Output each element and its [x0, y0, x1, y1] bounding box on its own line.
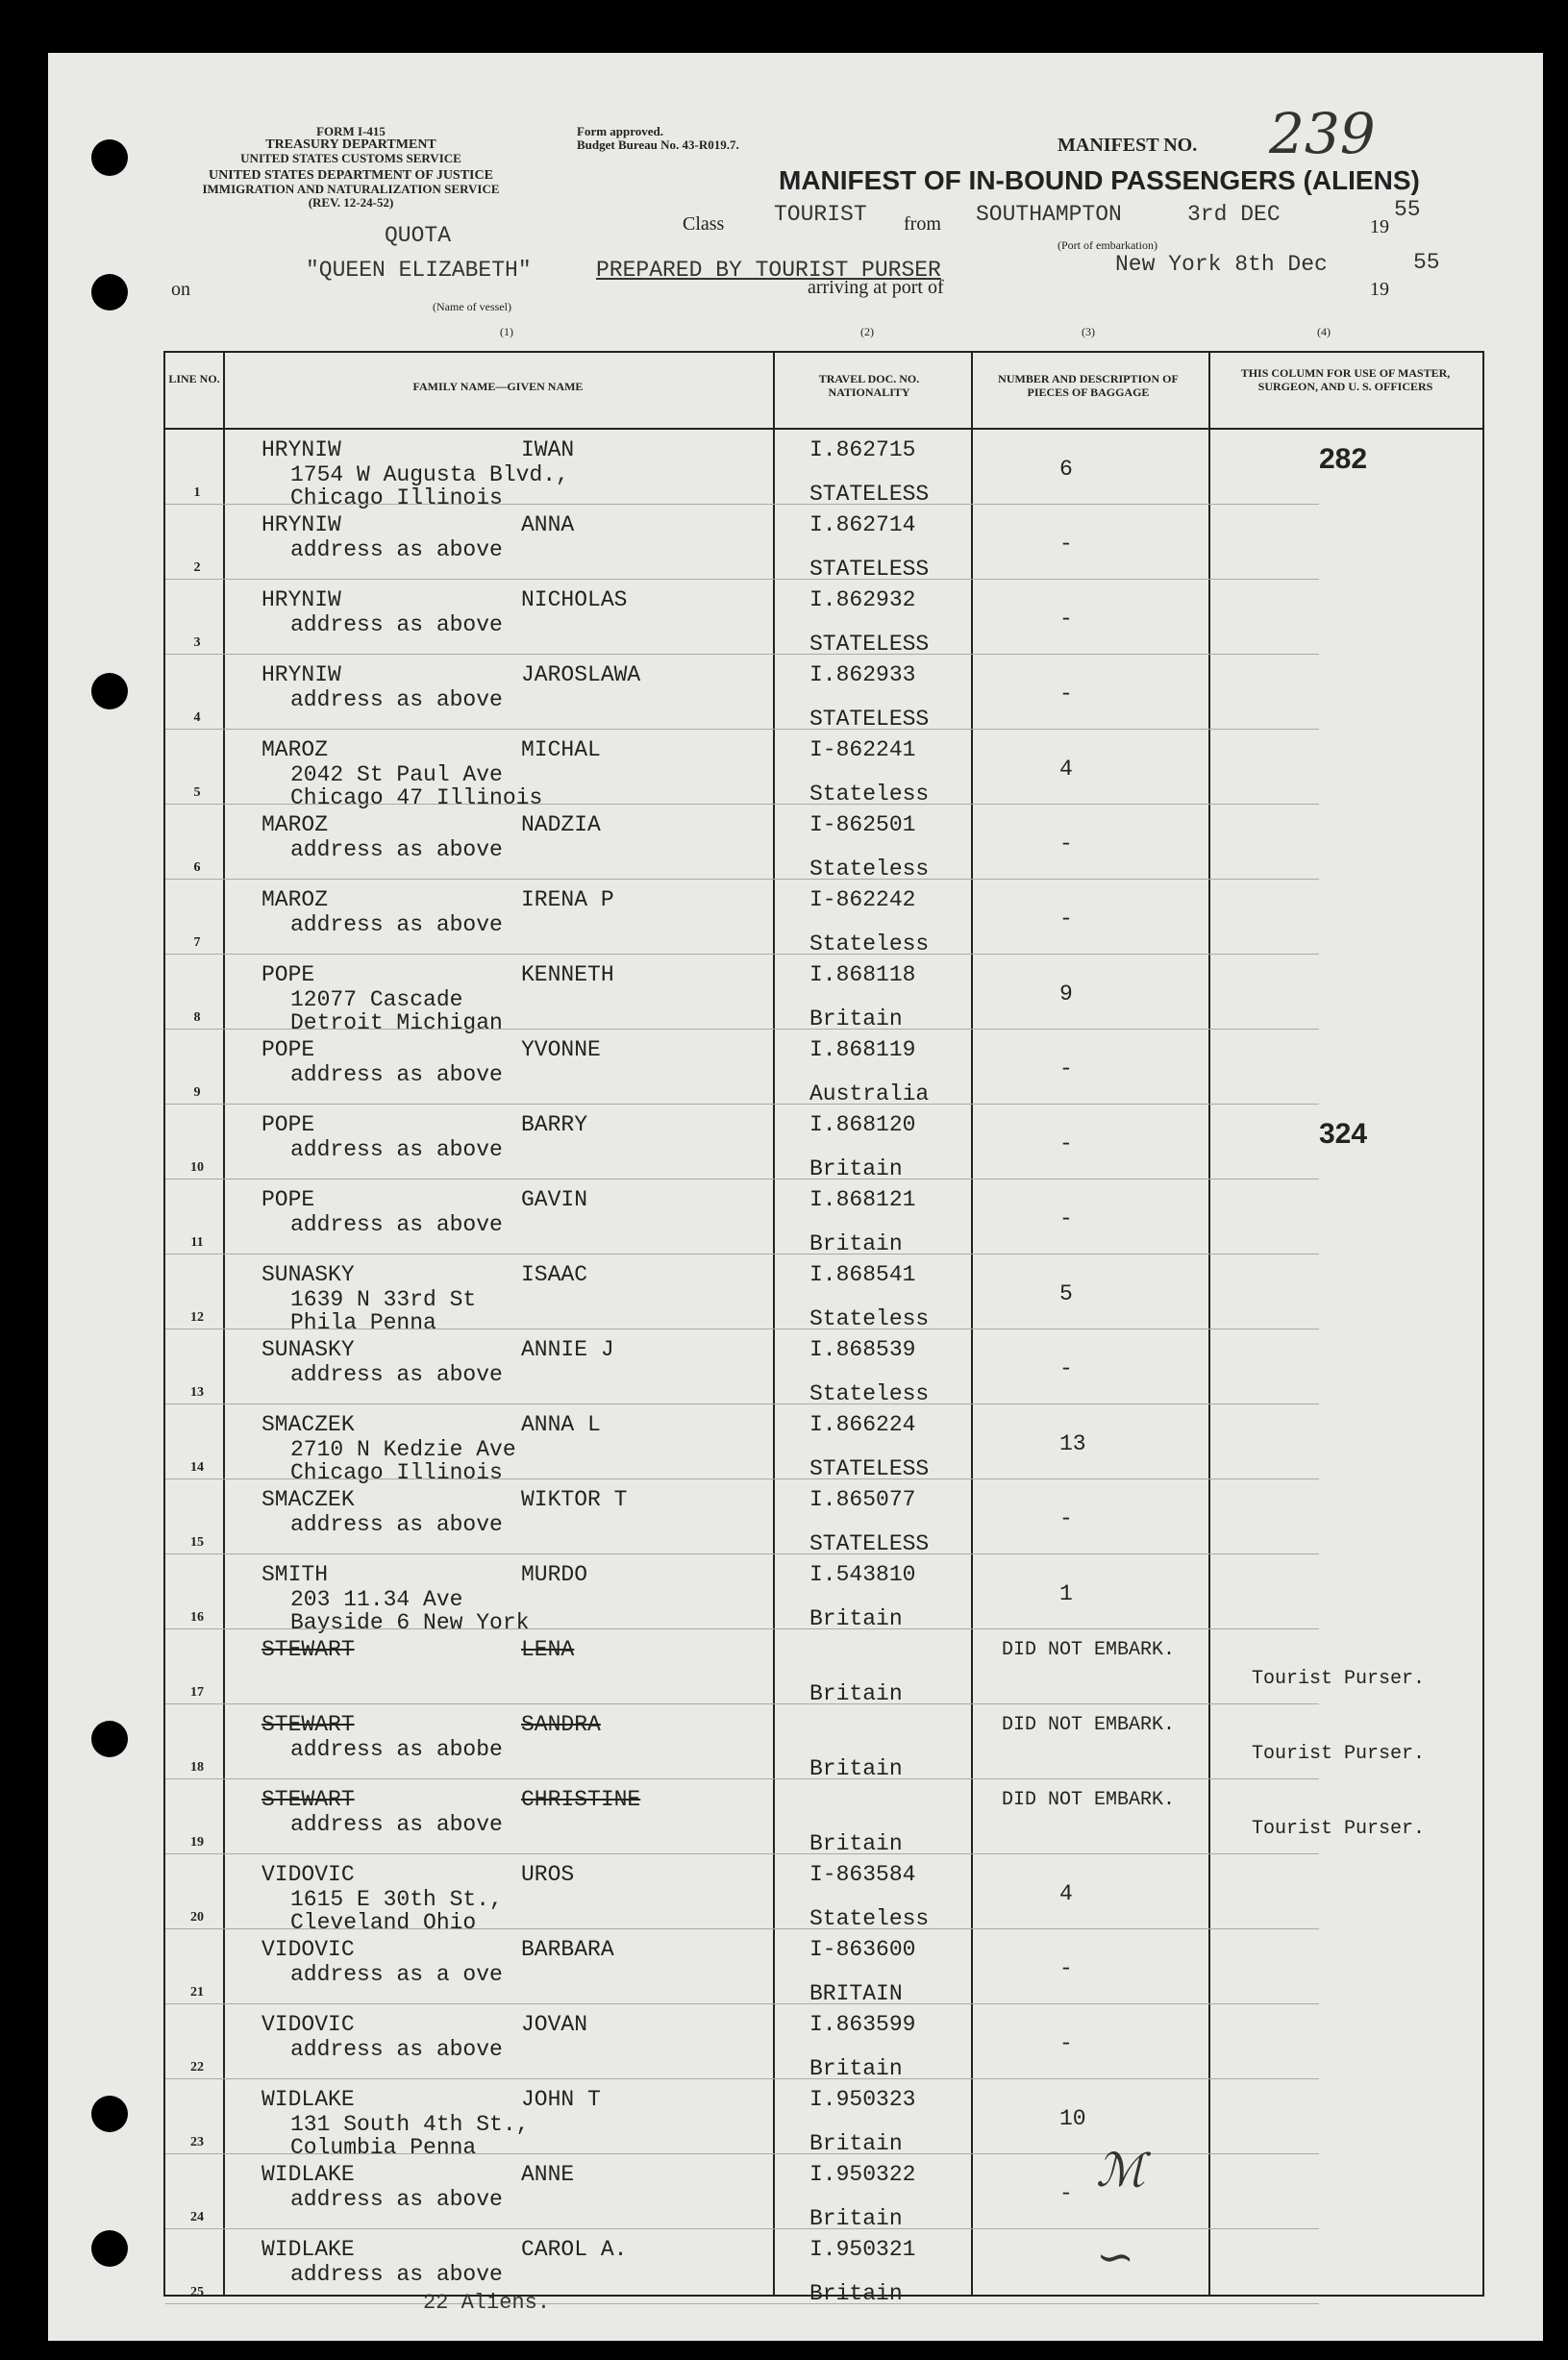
col-baggage: NUMBER AND DESCRIPTION OF PIECES OF BAGGAGE [998, 372, 1179, 399]
col-travel-doc: TRAVEL DOC. NO. NATIONALITY [818, 372, 920, 399]
line-number: 13 [190, 1385, 204, 1400]
travel-doc-number: I.868119 [809, 1037, 916, 1062]
nationality: STATELESS [809, 707, 930, 732]
nationality: Stateless [809, 1306, 930, 1331]
address-line-2: Chicago Illinois [290, 1460, 503, 1485]
given-name: ANNA L [521, 1412, 601, 1437]
table-row [165, 1479, 1482, 1554]
line-number: 22 [190, 2060, 204, 2074]
nationality: STATELESS [809, 482, 930, 507]
travel-doc-number: I.866224 [809, 1412, 916, 1437]
arrival-port-date: New York 8th Dec [1115, 252, 1328, 277]
justice-dept: UNITED STATES DEPARTMENT OF JUSTICE [209, 168, 493, 183]
address-line-2: Cleveland Ohio [290, 1910, 477, 1935]
travel-doc-number: I.868120 [809, 1112, 916, 1137]
family-name: STEWART [261, 1787, 355, 1812]
customs-service: UNITED STATES CUSTOMS SERVICE [240, 151, 461, 165]
family-name: HRYNIW [261, 587, 341, 612]
travel-doc-number: I-862241 [809, 737, 916, 762]
nationality: Britain [809, 1606, 903, 1631]
address-line: 1615 E 30th St., [290, 1887, 503, 1912]
baggage-count: 6 [1059, 457, 1073, 482]
travel-doc-number: I.862933 [809, 662, 916, 687]
address-line: address as above [290, 837, 503, 862]
given-name: UROS [521, 1862, 575, 1887]
given-name: JAROSLAWA [521, 662, 641, 687]
table-row [165, 2004, 1482, 2079]
family-name: WIDLAKE [261, 2162, 355, 2187]
address-line: address as above [290, 2187, 503, 2212]
line-number: 2 [193, 560, 201, 575]
table-row [165, 1554, 1482, 1635]
travel-doc-number: I.865077 [809, 1487, 916, 1512]
purser-note: Tourist Purser. [1252, 1668, 1426, 1690]
punch-hole [91, 2230, 128, 2267]
nationality: Stateless [809, 1906, 930, 1931]
travel-doc-number: I-863584 [809, 1862, 916, 1887]
from-label: from [904, 213, 941, 235]
line-number: 15 [190, 1535, 204, 1550]
line-number: 19 [190, 1835, 204, 1850]
line-number: 25 [190, 2285, 204, 2299]
given-name: LENA [521, 1637, 575, 1662]
nationality: Australia [809, 1081, 930, 1106]
line-number: 8 [193, 1010, 201, 1025]
col-officers: THIS COLUMN FOR USE OF MASTER, SURGEON, AND U. S. OFFICERS [1240, 366, 1451, 393]
travel-doc-number: I.862714 [809, 512, 916, 537]
travel-doc-number: I.863599 [809, 2012, 916, 2037]
form-approval [577, 125, 827, 152]
nationality: STATELESS [809, 1456, 930, 1481]
nationality: Stateless [809, 782, 930, 807]
nationality: Britain [809, 1756, 903, 1781]
family-name: POPE [261, 1187, 315, 1212]
baggage-count: 9 [1059, 981, 1073, 1006]
travel-doc-number: I.543810 [809, 1562, 916, 1587]
address-line-2: Chicago Illinois [290, 485, 503, 510]
line-number: 24 [190, 2210, 204, 2224]
address-line-2: Detroit Michigan [290, 1010, 503, 1035]
table-row [165, 1180, 1482, 1255]
address-line: address as above [290, 2262, 503, 2287]
family-name: MAROZ [261, 812, 329, 837]
embark-port: SOUTHAMPTON [976, 202, 1122, 227]
travel-doc-number: I-862242 [809, 887, 916, 912]
given-name: KENNETH [521, 962, 614, 987]
address-line-2: Columbia Penna [290, 2135, 477, 2160]
col-line-no: LINE NO. [168, 372, 220, 385]
officer-mark: 324 [1319, 1118, 1368, 1150]
baggage-count: - [1059, 907, 1073, 932]
nationality: Britain [809, 1231, 903, 1256]
travel-doc-number: I.868118 [809, 962, 916, 987]
address-line: 2042 St Paul Ave [290, 762, 503, 787]
line-number: 21 [190, 1985, 204, 2000]
form-header-left [163, 125, 538, 210]
status-note: DID NOT EMBARK. [1002, 1639, 1176, 1661]
address-line: 203 11.34 Ave [290, 1587, 463, 1612]
travel-doc-number: I.868539 [809, 1337, 916, 1362]
row-divider [165, 2303, 1319, 2304]
travel-doc-number: I.950323 [809, 2087, 916, 2112]
address-line: 1639 N 33rd St [290, 1287, 477, 1312]
line-number: 1 [193, 485, 201, 500]
purser-note: Tourist Purser. [1252, 1818, 1426, 1840]
year-prefix: 19 [1370, 216, 1389, 237]
status-note: DID NOT EMBARK. [1002, 1789, 1176, 1811]
baggage-count: - [1059, 1131, 1073, 1156]
arrival-year: 55 [1413, 250, 1440, 275]
travel-doc-number: I.868541 [809, 1262, 916, 1287]
address-line-2: Phila Penna [290, 1310, 436, 1335]
given-name: JOHN T [521, 2087, 601, 2112]
line-number: 4 [193, 710, 201, 725]
col-num-3: (3) [1082, 325, 1095, 338]
given-name: NICHOLAS [521, 587, 628, 612]
nationality: STATELESS [809, 1531, 930, 1556]
address-line: address as above [290, 612, 503, 637]
table-row [165, 2079, 1482, 2160]
given-name: CAROL A. [521, 2237, 628, 2262]
travel-doc-number: I.950322 [809, 2162, 916, 2187]
table-row [165, 1329, 1482, 1404]
baggage-count: - [1059, 1206, 1073, 1231]
table-row [165, 655, 1482, 730]
given-name: ISAAC [521, 1262, 588, 1287]
line-number: 16 [190, 1610, 204, 1625]
address-line: address as above [290, 912, 503, 937]
punch-hole [91, 139, 128, 176]
purser-note: Tourist Purser. [1252, 1743, 1426, 1765]
table-row [165, 2154, 1482, 2229]
family-name: SMACZEK [261, 1487, 355, 1512]
table-row [165, 1105, 1482, 1180]
given-name: ANNE [521, 2162, 575, 2187]
nationality: Britain [809, 2056, 903, 2081]
travel-doc-number: I.950321 [809, 2237, 916, 2262]
address-line: address as above [290, 537, 503, 562]
table-row [165, 1404, 1482, 1485]
family-name: HRYNIW [261, 437, 341, 462]
ins-service: IMMIGRATION AND NATURALIZATION SERVICE [202, 182, 500, 196]
manifest-title: MANIFEST OF IN-BOUND PASSENGERS (ALIENS) [779, 165, 1420, 195]
on-label: on [171, 279, 190, 300]
table-row [165, 2229, 1482, 2304]
nationality: Britain [809, 1156, 903, 1181]
line-number: 10 [190, 1160, 204, 1175]
family-name: SUNASKY [261, 1262, 355, 1287]
baggage-count: 4 [1059, 757, 1073, 782]
given-name: IWAN [521, 437, 575, 462]
family-name: VIDOVIC [261, 2012, 355, 2037]
table-row [165, 1929, 1482, 2004]
table-row [165, 430, 1482, 510]
travel-doc-number: I-863600 [809, 1937, 916, 1962]
col-name: FAMILY NAME—GIVEN NAME [412, 380, 584, 393]
status-note: DID NOT EMBARK. [1002, 1714, 1176, 1736]
travel-doc-number: I.862932 [809, 587, 916, 612]
given-name: BARRY [521, 1112, 588, 1137]
travel-doc-number: I.868121 [809, 1187, 916, 1212]
family-name: POPE [261, 1112, 315, 1137]
form-number: FORM I-415 [316, 124, 386, 138]
table-row [165, 1255, 1482, 1335]
family-name: SUNASKY [261, 1337, 355, 1362]
table-row [165, 1030, 1482, 1105]
punch-hole [91, 673, 128, 709]
baggage-count: 13 [1059, 1431, 1086, 1456]
table-row [165, 1779, 1482, 1854]
given-name: GAVIN [521, 1187, 588, 1212]
line-number: 5 [193, 785, 201, 800]
port-embark-caption: (Port of embarkation) [1058, 238, 1157, 252]
family-name: WIDLAKE [261, 2087, 355, 2112]
family-name: WIDLAKE [261, 2237, 355, 2262]
family-name: SMITH [261, 1562, 329, 1587]
baggage-count: - [1059, 532, 1073, 557]
quota-label: QUOTA [385, 223, 452, 248]
address-line: 2710 N Kedzie Ave [290, 1437, 516, 1462]
travel-doc-number: I-862501 [809, 812, 916, 837]
baggage-count: 1 [1059, 1581, 1073, 1606]
baggage-count: - [1059, 607, 1073, 632]
nationality: Britain [809, 1006, 903, 1031]
address-line: address as above [290, 1812, 503, 1837]
address-line: address as above [290, 1062, 503, 1087]
nationality: BRITAIN [809, 1981, 903, 2006]
col-num-1: (1) [500, 325, 513, 338]
prepared-by: PREPARED BY TOURIST PURSER [596, 258, 941, 283]
baggage-count: - [1059, 2031, 1073, 2056]
address-line: address as above [290, 1137, 503, 1162]
family-name: MAROZ [261, 887, 329, 912]
address-line: 12077 Cascade [290, 987, 463, 1012]
baggage-count: 5 [1059, 1281, 1073, 1306]
nationality: Britain [809, 2131, 903, 2156]
nationality: Britain [809, 2206, 903, 2231]
baggage-count: - [1059, 2181, 1073, 2206]
line-number: 3 [193, 635, 201, 650]
arrival-year-prefix: 19 [1370, 279, 1389, 300]
officer-mark: 282 [1319, 443, 1368, 475]
nationality: Stateless [809, 932, 930, 956]
nationality: Stateless [809, 857, 930, 882]
inspector-signature: ∽ [1096, 2230, 1135, 2284]
given-name: MURDO [521, 1562, 588, 1587]
baggage-count: 10 [1059, 2106, 1086, 2131]
line-number: 17 [190, 1685, 204, 1700]
embark-date: 3rd DEC [1187, 202, 1281, 227]
nationality: Stateless [809, 1381, 930, 1406]
address-line: address as a ove [290, 1962, 503, 1987]
address-line: address as above [290, 1212, 503, 1237]
table-row [165, 730, 1482, 810]
family-name: VIDOVIC [261, 1937, 355, 1962]
address-line: address as above [290, 1512, 503, 1537]
table-row [165, 955, 1482, 1035]
arriving-label: arriving at port of [808, 277, 944, 298]
given-name: CHRISTINE [521, 1787, 641, 1812]
form-revision: (REV. 12-24-52) [308, 195, 394, 210]
punch-hole [91, 274, 128, 311]
line-number: 18 [190, 1760, 204, 1775]
nationality: STATELESS [809, 632, 930, 657]
baggage-count: - [1059, 682, 1073, 707]
table-row [165, 505, 1482, 580]
baggage-count: 4 [1059, 1881, 1073, 1906]
given-name: NADZIA [521, 812, 601, 837]
line-number: 14 [190, 1460, 204, 1475]
given-name: ANNA [521, 512, 575, 537]
embark-year: 55 [1394, 197, 1421, 222]
line-number: 12 [190, 1310, 204, 1325]
officer-signature: ℳ [1096, 2144, 1146, 2198]
address-line-2: Chicago 47 Illinois [290, 785, 543, 810]
nationality: STATELESS [809, 557, 930, 582]
given-name: ANNIE J [521, 1337, 614, 1362]
table-row [165, 1629, 1482, 1704]
col-num-2: (2) [860, 325, 874, 338]
nationality: Britain [809, 2281, 903, 2306]
family-name: STEWART [261, 1637, 355, 1662]
class-value: TOURIST [774, 202, 867, 227]
address-line: address as above [290, 1362, 503, 1387]
address-line: address as above [290, 687, 503, 712]
baggage-count: - [1059, 1956, 1073, 1981]
table-row [165, 1704, 1482, 1779]
table-row [165, 805, 1482, 880]
line-number: 11 [190, 1235, 204, 1250]
line-number: 9 [193, 1085, 201, 1100]
manifest-number: 239 [1269, 101, 1376, 166]
given-name: MICHAL [521, 737, 601, 762]
line-number: 7 [193, 935, 201, 950]
travel-doc-number: I.862715 [809, 437, 916, 462]
punch-hole [91, 2096, 128, 2132]
family-name: MAROZ [261, 737, 329, 762]
family-name: VIDOVIC [261, 1862, 355, 1887]
family-name: SMACZEK [261, 1412, 355, 1437]
family-name: HRYNIW [261, 662, 341, 687]
punch-hole [91, 1721, 128, 1757]
vessel-name: "QUEEN ELIZABETH" [306, 258, 532, 283]
family-name: STEWART [261, 1712, 355, 1737]
baggage-count: - [1059, 1056, 1073, 1081]
address-line: 131 South 4th St., [290, 2112, 530, 2137]
vessel-caption: (Name of vessel) [433, 300, 511, 313]
budget-bureau: Budget Bureau No. 43-R019.7. [577, 137, 739, 152]
family-name: POPE [261, 1037, 315, 1062]
baggage-count: - [1059, 832, 1073, 857]
table-row [165, 1854, 1482, 1935]
family-name: POPE [261, 962, 315, 987]
nationality: Britain [809, 1681, 903, 1706]
line-number: 23 [190, 2135, 204, 2149]
address-line-2: Bayside 6 New York [290, 1610, 530, 1635]
col-num-4: (4) [1317, 325, 1331, 338]
address-line: 1754 W Augusta Blvd., [290, 462, 569, 487]
given-name: JOVAN [521, 2012, 588, 2037]
form-approved: Form approved. [577, 124, 664, 138]
family-name: HRYNIW [261, 512, 341, 537]
given-name: IRENA P [521, 887, 614, 912]
line-number: 6 [193, 860, 201, 875]
line-number: 20 [190, 1910, 204, 1925]
address-line: address as above [290, 2037, 503, 2062]
address-line: address as abobe [290, 1737, 503, 1762]
treasury-dept: TREASURY DEPARTMENT [265, 137, 436, 152]
baggage-count: - [1059, 1506, 1073, 1531]
manifest-no-label: MANIFEST NO. [1058, 135, 1198, 156]
alien-total: 22 Aliens. [423, 2291, 551, 2315]
class-label: Class [683, 213, 725, 235]
nationality: Britain [809, 1831, 903, 1856]
baggage-count: - [1059, 1356, 1073, 1381]
given-name: WIKTOR T [521, 1487, 628, 1512]
given-name: BARBARA [521, 1937, 614, 1962]
table-row [165, 880, 1482, 955]
given-name: YVONNE [521, 1037, 601, 1062]
table-row [165, 580, 1482, 655]
given-name: SANDRA [521, 1712, 601, 1737]
